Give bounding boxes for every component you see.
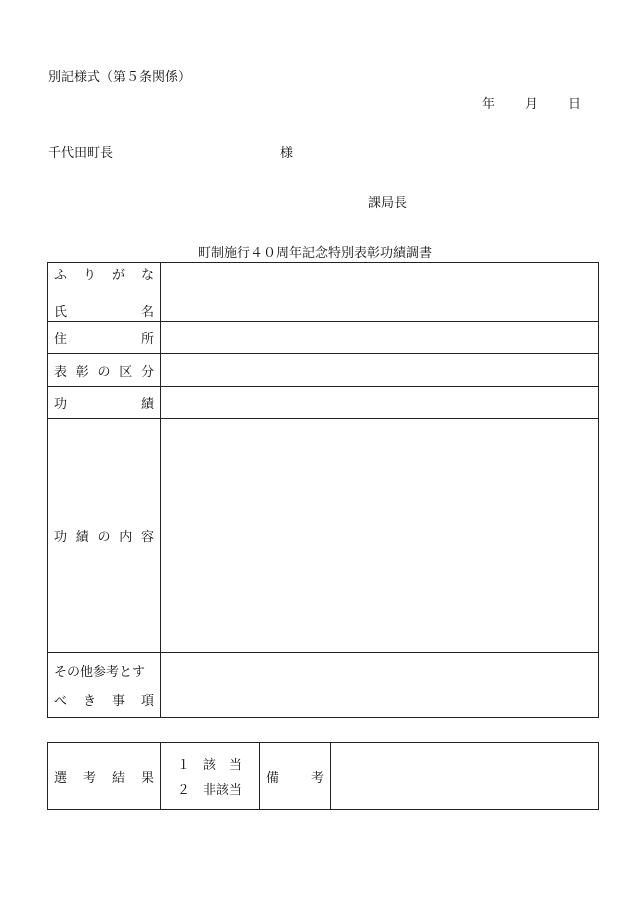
name-value-cell[interactable] bbox=[161, 263, 599, 322]
option-not-applicable[interactable]: ２ 非該当 bbox=[177, 783, 243, 798]
other-notes-label-line2: べ き 事 項 bbox=[54, 694, 154, 709]
remarks-value-cell[interactable] bbox=[331, 743, 599, 810]
merit-detail-label: 功 績 の 内 容 bbox=[48, 419, 161, 653]
merit-label: 功 績 bbox=[48, 387, 161, 419]
other-notes-value-cell[interactable] bbox=[161, 653, 599, 718]
form-code: 別記様式（第５条関係） bbox=[48, 70, 192, 85]
category-value-cell[interactable] bbox=[161, 354, 599, 387]
document-title: 町制施行４０周年記念特別表彰功績調書 bbox=[197, 246, 432, 261]
selection-result-table bbox=[47, 742, 599, 810]
merit-detail-value-cell[interactable] bbox=[161, 419, 599, 653]
category-label: 表 彰 の 区 分 bbox=[48, 354, 161, 387]
address-value-cell[interactable] bbox=[161, 322, 599, 354]
other-notes-label-line1: その他参考とす bbox=[54, 665, 146, 680]
honorific: 様 bbox=[280, 146, 294, 161]
date-year: 年 bbox=[482, 97, 496, 112]
date-month: 月 bbox=[525, 97, 539, 112]
name-label: 氏 名 bbox=[54, 305, 154, 320]
option-applicable[interactable]: １ 該 当 bbox=[177, 758, 243, 773]
selection-result-label: 選 考 結 果 bbox=[48, 743, 161, 810]
merit-value-cell[interactable] bbox=[161, 387, 599, 419]
address-label: 住 所 bbox=[48, 322, 161, 354]
date-line bbox=[482, 93, 581, 112]
name-label-cell bbox=[48, 263, 161, 322]
issuer: 課局長 bbox=[368, 196, 408, 211]
remarks-label: 備 考 bbox=[260, 743, 331, 810]
merit-record-table bbox=[47, 262, 599, 718]
selection-result-options[interactable] bbox=[161, 743, 260, 810]
other-notes-label bbox=[48, 653, 161, 718]
date-day: 日 bbox=[568, 97, 582, 112]
addressee: 千代田町長 bbox=[48, 146, 114, 161]
furigana-label: ふ り が な bbox=[54, 268, 154, 283]
